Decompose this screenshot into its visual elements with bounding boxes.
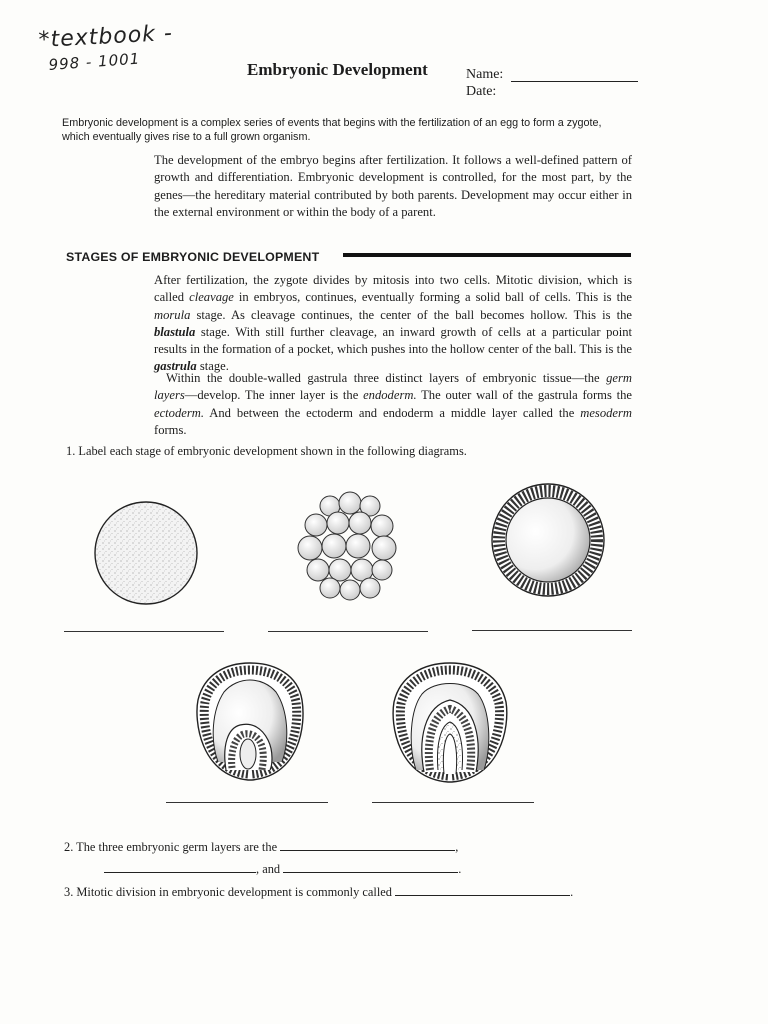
stages-text-3: stage. As cleavage continues, the center of the ball becomes hollow. This is the bbox=[190, 307, 632, 322]
answer-line-early-gastrula[interactable] bbox=[166, 802, 328, 803]
question-2-continued bbox=[104, 861, 461, 877]
stages-text-1: After fertilization, the zygote divides by mitosis into two cells. Mitotic division, which is called bbox=[154, 273, 632, 305]
paragraph-stages bbox=[154, 272, 632, 376]
answer-cleavage[interactable] bbox=[395, 884, 570, 896]
term-cleavage: cleavage bbox=[189, 290, 234, 305]
term-ectoderm: ectoderm. bbox=[154, 405, 205, 420]
answer-germ-layer-3[interactable] bbox=[283, 861, 458, 873]
germ-text-2: —develop. The inner layer is the bbox=[184, 388, 364, 403]
term-morula: morula bbox=[154, 307, 191, 322]
blastula-diagram bbox=[492, 484, 604, 596]
handwritten-note-textbook: *textbook - bbox=[38, 20, 174, 53]
intro-text: Embryonic development is a complex series of events that begins with the fertilization of an egg to form a zygote, which eventually gives rise to a full grown organism. bbox=[62, 117, 602, 143]
question-2-comma: , bbox=[455, 840, 459, 854]
page-title: Embryonic Development bbox=[247, 60, 428, 79]
answer-line-zygote[interactable] bbox=[64, 631, 224, 632]
question-2-text: 2. The three embryonic germ layers are the bbox=[64, 840, 278, 854]
section-rule bbox=[343, 253, 631, 257]
question-2-and: , and bbox=[256, 862, 281, 876]
stages-text-2: in embryos, continues, eventually forming a solid ball of cells. This is the bbox=[233, 290, 632, 305]
term-germ-layers: germ layers bbox=[154, 371, 632, 403]
late-gastrula-diagram bbox=[393, 663, 507, 782]
germ-text-1: Within the double-walled gastrula three distinct layers of embryonic tissue—the bbox=[166, 371, 607, 385]
stages-text-5: stage. bbox=[196, 359, 229, 374]
name-label: Name: bbox=[466, 67, 504, 82]
germ-text-4: And between the ectoderm and endoderm a middle layer called the bbox=[204, 405, 581, 420]
question-2-period: . bbox=[458, 862, 462, 876]
germ-text-3: The outer wall of the gastrula forms the bbox=[416, 388, 633, 403]
answer-line-blastula[interactable] bbox=[472, 630, 632, 631]
germ-text-5: forms. bbox=[154, 422, 187, 437]
question-1: 1. Label each stage of embryonic development shown in the following diagrams. bbox=[66, 444, 467, 458]
question-3-text: 3. Mitotic division in embryonic development is commonly called bbox=[64, 885, 392, 899]
term-endoderm: endoderm. bbox=[363, 388, 417, 403]
paragraph-germ-layers bbox=[154, 370, 632, 439]
paragraph-development: The development of the embryo begins after fertilization. It follows a well-defined pattern of growth and differentiation. Embryonic development is controlled, for the most part, by the genes—the hereditary material contributed by both parents. Development may occur either in the external environment or within the body of a parent. bbox=[154, 153, 632, 219]
term-mesoderm: mesoderm bbox=[580, 405, 632, 420]
date-label: Date: bbox=[466, 84, 497, 99]
question-2 bbox=[64, 839, 458, 855]
section-heading: STAGES OF EMBRYONIC DEVELOPMENT bbox=[66, 250, 320, 264]
name-field[interactable] bbox=[511, 81, 638, 82]
stages-text-4: stage. With still further cleavage, an inward growth of cells at a particular point results in the formation of a pocket, which pushes into the hollow center of the ball. This is the bbox=[154, 324, 632, 357]
morula-diagram bbox=[298, 492, 396, 600]
question-3-period: . bbox=[570, 885, 574, 899]
term-blastula: blastula bbox=[154, 324, 196, 339]
answer-line-morula[interactable] bbox=[268, 631, 428, 632]
early-gastrula-diagram bbox=[197, 663, 303, 780]
embryo-diagrams bbox=[0, 470, 768, 820]
question-3 bbox=[64, 884, 573, 900]
answer-germ-layer-2[interactable] bbox=[104, 861, 256, 873]
zygote-diagram bbox=[95, 502, 197, 604]
handwritten-note-pages: 998 - 1001 bbox=[48, 49, 141, 74]
answer-line-late-gastrula[interactable] bbox=[372, 802, 534, 803]
term-gastrula: gastrula bbox=[154, 359, 197, 374]
answer-germ-layer-1[interactable] bbox=[280, 839, 455, 851]
